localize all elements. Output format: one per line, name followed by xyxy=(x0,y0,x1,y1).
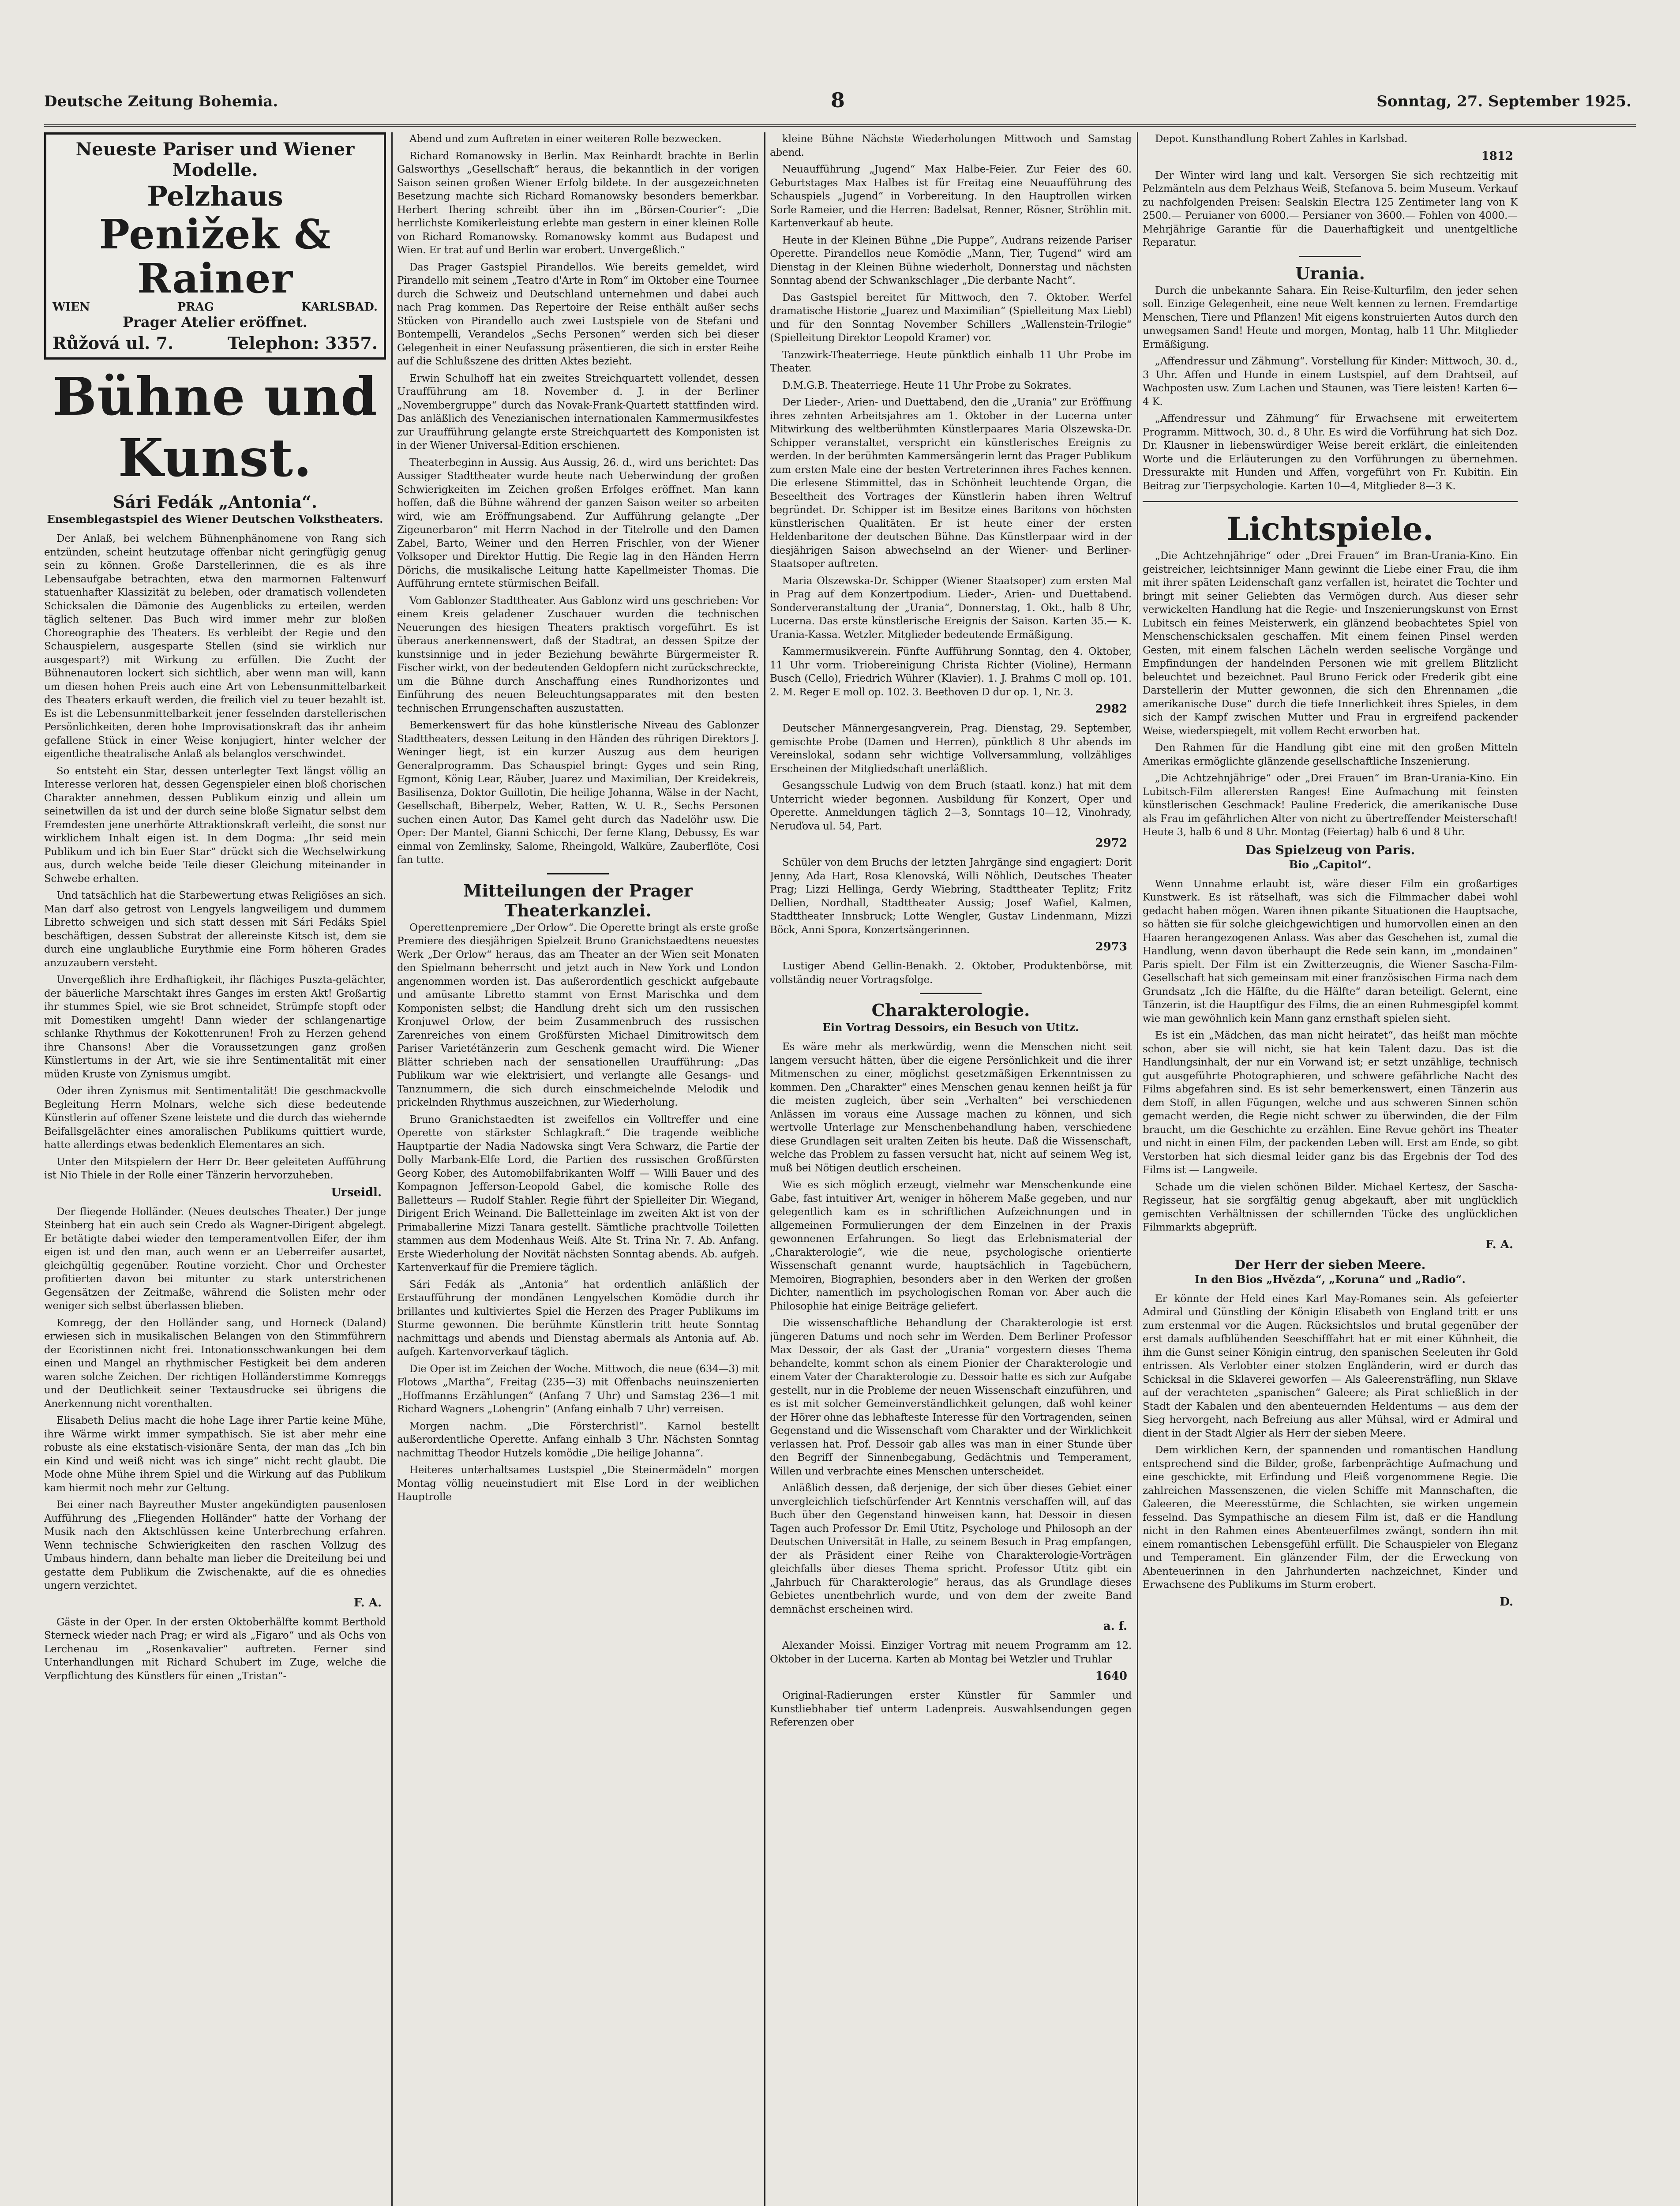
article-paragraph: Oder ihren Zynismus mit Sentimentalität! Die geschmackvolle Begleitung Herrn Molnars, welche sich diese bedeutende Künstlerin auf offener Szene leistete und die durch das wiehernde Beifallsgelächter eines amoralischen Publikums quittiert wurde, hatte allerdings etwas bedenklich Elementares an sich. xyxy=(44,1085,386,1151)
article-paragraph: Anläßlich dessen, daß derjenige, der sich über dieses Gebiet einer unvergleichlich tiefschürfender Art Kenntnis verschaffen will, auf das Buch über den Gegenstand hinweisen kann, hat Dessoir in diesen Tagen auch Professor Dr. Emil Utitz, Psychologe und Philosoph an der Deutschen Universität in Halle, zu seinem Besuch in Prag empfangen, der als Präsident einer Reihe von Charakterologie-Vorträgen gleichfalls über dieses Thema spricht. Professor Utitz gibt ein „Jahrbuch für Charakterologie“ heraus, das als Grundlage dieses Gebietes unentbehrlich wurde, und von dem der zweite Band demnächst erscheinen wird. xyxy=(770,1482,1132,1615)
column-4 xyxy=(1143,132,1518,2206)
article-paragraph: Gesangsschule Ludwig von dem Bruch (staatl. konz.) hat mit dem Unterricht wieder begonnen. Ausbildung für Konzert, Oper und Operette. Anmeldungen täglich 2—3, Sonntags 10—12, Vinohrady, Neruďova ul. 54, Part. xyxy=(770,780,1132,832)
section-title-theaterkanzlei: Mitteilungen der Prager Theaterkanzlei. xyxy=(463,880,693,920)
ad-line-pelzhaus: Pelzhaus xyxy=(147,180,283,212)
author-signature: Urseidl. xyxy=(331,1186,382,1199)
ad-reference-number: 2972 xyxy=(1095,837,1127,850)
article-paragraph: Erwin Schulhoff hat ein zweites Streichquartett vollendet, dessen Uraufführung am 18. November d. J. in der Berliner „Novembergruppe“ durch das Novak-Frank-Quartett stattfinden wird. Das anläßlich des Venezianischen internationalen Kammermusikfestes zur Uraufführung gelangte erste Streichquartett des Komponisten ist in der Wiener Universal-Edition erschienen. xyxy=(397,372,759,451)
article-paragraph: Die Oper ist im Zeichen der Woche. Mittwoch, die neue (634—3) mit Flotows „Martha“, Freitag (235—3) mit Offenbachs neuinszenierten „Hoffmanns Erzählungen“ (Anfang 7 Uhr) und Samstag 236—1 mit Richard Wagners „Lohengrin“ (Anfang einhalb 7 Uhr) verreisen. xyxy=(397,1363,759,1415)
masthead-name: Deutsche Zeitung Bohemia. xyxy=(44,93,278,110)
ad-city-karlsbad: KARLSBAD. xyxy=(301,300,378,314)
author-signature: F. A. xyxy=(1485,1238,1513,1251)
article-paragraph: Heiteres unterhaltsames Lustspiel „Die Steinermädeln“ morgen Montag völlig neueinstudiert mit Else Lord in der weiblichen Hauptrolle xyxy=(397,1464,759,1503)
column-2 xyxy=(397,132,759,2206)
review-subtitle-paris: Bio „Capitol“. xyxy=(1289,858,1372,871)
article-paragraph: Maria Olszewska-Dr. Schipper (Wiener Staatsoper) zum ersten Mal in Prag auf dem Konzertpodium. Lieder-, Arien- und Duettabend. Sonderveranstaltung der „Urania“, Donnerstag, 1. Okt., halb 8 Uhr, Lucerna. Das erste künstlerische Ereignis der Saison. Karten 35.— K. Urania-Kassa. Wetzler. Mitglieder bedeutende Ermäßigung. xyxy=(770,575,1132,641)
article-subtitle-fedak: Ensemblegastspiel des Wiener Deutschen Volkstheaters. xyxy=(47,513,383,525)
article-paragraph: Durch die unbekannte Sahara. Ein Reise-Kulturfilm, den jeder sehen soll. Einzige Gelegenheit, eine neue Welt kennen zu lernen. Fremdartige Menschen, Tiere und Pflanzen! Mit eigens konstruierten Autos durch den unwegsamen Sand! Heute und morgen, Montag, halb 11 Uhr. Mitglieder Ermäßigung. xyxy=(1143,285,1518,350)
running-header xyxy=(44,88,1631,124)
author-signature: D. xyxy=(1500,1595,1513,1609)
ad-reference-number: 2973 xyxy=(1095,940,1127,953)
article-paragraph: „Affendressur und Zähmung“ für Erwachsene mit erweitertem Programm. Mittwoch, 30. d., 8 Uhr. Es wird die Vorführung hat sich Doz. Dr. Klausner in liebenswürdiger Weise bereit erklärt, die einleitenden Worte und die Erläuterungen zu den Vorführungen zu übernehmen. Dressurakte mit Hunden und Affen, vorgeführt von Fr. Kubitin. Ein Beitrag zur Tierpsychologie. Karten 10—4, Mitglieder 8—3 K. xyxy=(1143,413,1518,492)
article-paragraph: kleine Bühne Nächste Wiederholungen Mittwoch und Samstag abend. xyxy=(770,133,1132,158)
article-paragraph: Bei einer nach Bayreuther Muster angekündigten pausenlosen Aufführung des „Fliegenden Holländer“ hatte der Vorhang der Musik nach den Aktschlüssen keine Unterbrechung erfahren. Wenn technische Schwierigkeiten den raschen Vollzug des Umbaus hindern, dann behalte man lieber die Dreiteilung bei und gestatte dem Publikum die Zwischenakte, auf die es ohnedies ungern verzichtet. xyxy=(44,1499,386,1591)
article-paragraph: Operettenpremiere „Der Orlow“. Die Operette bringt als erste große Premiere des diesjährigen Spielzeit Bruno Granichstaedtens neuestes Werk „Der Orlow“ heraus, das am Theater an der Wien seit Monaten den Spielmann beherrscht und jetzt auch in New York und London angenommen worden ist. Das außerordentlich geschickt aufgebaute und amüsante Libretto stammt von Ernst Marischka und dem Komponisten selbst; die Handlung dreht sich um den russischen Kronjuwel Orlow, der beim Zusammenbruch des russischen Zarenreiches von einem Großfürsten Michael Dimitrowitsch dem Pariser Varietétänzerin zum Geschenk gemacht wird. Die Wiener Blätter schrieben nach der sensationellen Uraufführung: „Das Publikum war wie elektrisiert, und verlangte alle Gesangs- und Tanznummern, die sich durch einschmeichelnde Melodik und prickelnden Rhythmus auszeichnen, zur Wiederholung. xyxy=(397,922,759,1108)
article-paragraph: Kammermusikverein. Fünfte Aufführung Sonntag, den 4. Oktober, 11 Uhr vorm. Triobereinigung Christa Richter (Violine), Hermann Busch (Cello), Friedrich Wührer (Klavier). 1. J. Brahms C moll op. 101. 2. M. Reger E moll op. 102. 3. Beethoven D dur op. 1, Nr. 3. xyxy=(770,646,1132,698)
article-paragraph: Morgen nachm. „Die Försterchristl“. Karnol bestellt außerordentliche Operette. Anfang einhalb 3 Uhr. Nächsten Sonntag nachmittag Theodor Hutzels komödie „Die heilige Johanna“. xyxy=(397,1420,759,1459)
article-paragraph: Tanzwirk-Theaterriege. Heute pünktlich einhalb 11 Uhr Probe im Theater. xyxy=(770,349,1132,374)
section-title-lichtspiele: Lichtspiele. xyxy=(1226,510,1434,548)
fur-house-advert xyxy=(44,132,386,360)
article-paragraph: Original-Radierungen erster Künstler für Sammler und Kunstliebhaber tief unterm Ladenpreis. Auswahlsendungen gegen Referenzen ober xyxy=(770,1690,1132,1728)
article-paragraph: Depot. Kunsthandlung Robert Zahles in Karlsbad. xyxy=(1155,133,1408,145)
ad-line-company: Penižek & Rainer xyxy=(99,210,331,302)
header-rule xyxy=(44,124,1636,127)
article-paragraph: Elisabeth Delius macht die hohe Lage ihrer Partie keine Mühe, ihre Wärme wirkt immer sympathisch. Sie ist aber mehr eine robuste als eine ekstatisch-visionäre Senta, der man das „Ich bin ein Kind und weiß nicht was ich singe“ nicht recht glaubt. Die Mode ohne Mühe ihrem Spiel und die Wirkung auf das Publikum kam hiermit noch mehr zur Geltung. xyxy=(44,1415,386,1494)
author-signature: a. f. xyxy=(1103,1620,1127,1633)
article-paragraph: Das Gastspiel bereitet für Mittwoch, den 7. Oktober. Werfel dramatische Historie „Juarez und Maximilian“ (Spielleitung Max Liebl) und für den Sonntag November Schillers „Wallenstein-Trilogie“ (Spielleitung Direktor Leopold Kramer) vor. xyxy=(770,292,1132,344)
article-paragraph: Alexander Moissi. Einziger Vortrag mit neuem Programm am 12. Oktober in der Lucerna. Karten ab Montag bei Wetzler und Truhlar xyxy=(770,1640,1132,1665)
article-paragraph: Komregg, der den Holländer sang, und Horneck (Daland) erwiesen sich in musikalischen Belangen von den Stimmführern der Ecoristinnen nicht frei. Intonationsschwankungen bei dem einen und Mangel an rhythmischer Festigkeit bei dem anderen waren solche Zeichen. Der richtigen Holländerstimme Komreggs und der Deutlichkeit seiner Textausdrucke sei übrigens die Anerkennung nicht vorenthalten. xyxy=(44,1317,386,1410)
article-paragraph: Der Winter wird lang und kalt. Versorgen Sie sich rechtzeitig mit Pelzmänteln aus dem Pelzhaus Weiß, Stefanova 5. beim Museum. Verkauf zu nachfolgenden Preisen: Sealskin Electra 125 Zentimeter lang von K 2500.— Peruianer von 6000.— Persianer von 3600.— Fohlen von 4000.— Mehrjährige Garantie für die Dauerhaftigkeit und unentgeltliche Reparatur. xyxy=(1143,169,1518,248)
article-paragraph: Lustiger Abend Gellin-Benakh. 2. Oktober, Produktenbörse, mit vollständig neuer Vortragsfolge. xyxy=(770,960,1132,986)
section-subtitle-charakterologie: Ein Vortrag Dessoirs, ein Besuch von Utitz. xyxy=(822,1021,1079,1034)
article-paragraph: Dem wirklichen Kern, der spannenden und romantischen Handlung entsprechend sind die Bilder, große, farbenprächtige Aufmachung und eine geschickte, mit Erfindung und Fleiß vorgenommene Regie. Die zahlreichen Massenszenen, die vielen Schiffe mit Mannschaften, die Galeeren, die Meeresstürme, die Schlachten, sie wirken ungemein fesselnd. Das Sympathische an diesem Film ist, daß er die Handlung nicht in den Rahmen eines Abenteuerfilmes zwängt, sondern ihn mit einem romantischen Lebensgefühl erfüllt. Die Schauspieler von Eleganz und Temperament. Ein glänzender Film, der die Erweckung von Abenteuerinnen in den Jahrhunderten nachzeichnet, Kinder und Erwachsene des Publikums im Sturm erobert. xyxy=(1143,1444,1518,1591)
ad-line-models: Neueste Pariser und Wiener Modelle. xyxy=(75,139,355,180)
ad-city-prag: PRAG xyxy=(177,300,214,314)
column-1 xyxy=(44,132,386,2206)
article-paragraph: Vom Gablonzer Stadttheater. Aus Gablonz wird uns geschrieben: Vor einem Kreis geladener Zuschauer wurden die technischen Neuerungen des hiesigen Theaters praktisch vorgeführt. Es ist überaus anerkennenswert, daß der Stadtrat, an dessen Spitze der kunstsinnige und in jeder Beziehung bewährte Bürgermeister R. Fischer wirkt, von der bedeutenden Geldopfern nicht zurückschreckte, um die Bühne durch Anschaffung eines Rundhorizontes und Einführung des neuen Beleuchtungsapparates mit den besten technischen Errungenschaften auszustatten. xyxy=(397,595,759,714)
column-rule xyxy=(764,132,765,2206)
article-paragraph: Der Anlaß, bei welchem Bühnenphänomene von Rang sich entzünden, scheint heutzutage offenbar nicht geringfügig genug sein zu können. Große Darstellerinnen, die es als ihre Lebensaufgabe betrachten, etwa den marmornen Faltenwurf statuenhafter Klassizität zu beleben, oder dramatisch vollendeten Schicksalen die Dämonie des Augenblicks zu erteilen, werden täglich seltener. Das Buch wird immer mehr zur bloßen Choreographie des Theaters. Es verbleibt der Regie und den Schauspielern, ausgesparte Stellen (sind sie wirklich nur ausgespart?) mit Wirkung zu erfüllen. Die Zucht der Bühnenautoren lockert sich sichtlich, aber wenn man will, kann um diesen hohen Preis auch eine Art von Lebensunmittelbarkeit des Theaters erkauft werden, die freilich viel zu teuer bezahlt ist. Es ist die Lebensunmittelbarkeit jener fesselnden darstellerischen Persönlichkeiten, deren hohe Improvisationskraft das ihr anheim gefallene Stück in einer Weise konjugiert, hinter welcher der eigentliche theatralische Anlaß als belanglos verschwindet. xyxy=(44,533,386,760)
article-paragraph: So entsteht ein Star, dessen unterlegter Text längst völlig an Interesse verloren hat, dessen Gegenspieler einen bloß chorischen Charakter annehmen, dessen Publikum einzig und allein um seinetwillen da ist und der durch seine bloße Signatur selbst dem Fremdesten jene unerhörte Attraktionskraft verleiht, die sonst nur wirklichem Inhalt eigen ist. In dem Dogma: „Ihr seid mein Publikum und ich bin Euer Star“ drückt sich die Wechselwirkung aus, durch welche beide Teile dieser Gleichung miteinander in Schwebe erhalten. xyxy=(44,765,386,885)
article-paragraph: Sári Fedák als „Antonia“ hat ordentlich anläßlich der Erstaufführung der mondänen Lengyelschen Komödie durch ihr brillantes und kultiviertes Spiel die Herzen des Prager Publikums im Sturme gewonnen. Die berühmte Künstlerin tritt heute Sonntag nachmittags und abends und Dienstag abermals als Antonia auf. Ab. aufgeh. Kartenvorverkauf täglich. xyxy=(397,1279,759,1358)
article-paragraph: Bruno Granichstaedten ist zweifellos ein Volltreffer und eine Operette von stärkster Schlagkraft.“ Die tragende weibliche Hauptpartie der Nadia Nadowska singt Vera Schwarz, die Partie der Dolly Marbank-Elfe Lord, die Partien des russischen Großfürsten Georg Kober, des Automobilfabrikanten Wolff — Willi Bauer und des Kompagnon Jefferson-Leopold Gabel, die komische Rolle des Balletteurs — Rudolf Stahler. Regie führt der Spielleiter Dir. Wiegand, Dirigent Erich Weinand. Die Balletteinlage im zweiten Akt ist von der Primaballerine Mizzi Tanara gestellt. Sämtliche prachtvolle Toiletten stammen aus dem Modenhaus Weiß. Alte St. Trina Nr. 7. Ab. Anfang. Erste Wiederholung der Novität nächsten Sonntag abends. Ab. aufgeh. Kartenverkauf für die Premiere täglich. xyxy=(397,1114,759,1273)
article-paragraph: Bemerkenswert für das hohe künstlerische Niveau des Gablonzer Stadttheaters, dessen Leitung in den Händen des rührigen Direktors J. Weninger liegt, ist ein kurzer Auszug aus dem heurigen Generalprogramm. Das Schauspiel bringt: Gyges und sein Ring, Egmont, König Lear, Räuber, Juarez und Maximilian, Der Kreidekreis, Basilisenza, Doktor Guillotin, Die heilige Johanna, Wälse in der Nacht, Gesellschaft, Biberpelz, Weber, Ratten, W. U. R., Sechs Personen suchen einen Autor, Das Kamel geht durch das Nadelöhr usw. Die Oper: Der Mantel, Gianni Schicchi, Der ferne Klang, Debussy, Es war einmal von Zemlinsky, Salome, Rheingold, Walküre, Zauberflöte, Cosi fan tutte. xyxy=(397,720,759,866)
ad-reference-number: 1640 xyxy=(1095,1670,1127,1683)
article-paragraph: Heute in der Kleinen Bühne „Die Puppe“, Audrans reizende Pariser Operette. Pirandellos neue Komödie „Mann, Tier, Tugend“ wird am Dienstag in der Kleinen Bühne wiederholt, Donnerstag und nächsten Sonntag abend der Schwankschlager „Die derbante Nacht“. xyxy=(770,234,1132,286)
article-paragraph: „Die Achtzehnjährige“ oder „Drei Frauen“ im Bran-Urania-Kino. Ein geistreicher, leichtsinniger Mann gewinnt die Liebe einer Frau, die ihm mit ihrer späten Leidenschaft ganz verfallen ist, heiratet die Tochter und bringt mit seiner Geliebten das Vermögen durch. Aus dieser sehr verwickelten Handlung hat die Regie- und Inszenierungskunst von Ernst Lubitsch ein feines Meisterwerk, ein glänzend beobachtetes Spiel von Menschenschicksalen geschaffen. Mit einem feinen Pinsel werden Gesten, mit einem falschen Lächeln werden seelische Vorgänge und Empfindungen der handelnden Personen wie mit grellem Blitzlicht beleuchtet und bezeichnet. Paul Bruno Ferick oder Frederik gibt eine Darstellerin der Mutter gewonnen, die sich den Ehrennamen „die amerikanische Duse“ durch die tiefe Innerlichkeit ihres Spieles, in dem sich der Kampf zwischen Mutter und Frau in ergreifend packender Weise, wiederspiegelt, mit vollem Recht erworben hat. xyxy=(1143,550,1518,737)
ad-atelier: Prager Atelier eröffnet. xyxy=(123,314,308,330)
article-paragraph: Die wissenschaftliche Behandlung der Charakterologie ist erst jüngeren Datums und noch sehr im Werden. Dem Berliner Professor Max Dessoir, der als Gast der „Urania“ vorgestern dieses Thema behandelte, kommt schon als einem Pionier der Charakterologie und einem Vater der Charakterologie zu. Dessoir hatte es sich zur Aufgabe gestellt, nur in die Probleme der neuen Wissenschaft einzuführen, und es ist mit solcher Gemeinverständlichkeit gelungen, daß wohl keiner der Hörer ohne das lebhafteste Interesse für den Vortragenden, seinen Gegenstand und die Wissenschaft vom Charakter und der Wirklichkeit verlassen hat. Prof. Dessoir gab alles was man in einer Stunde über den Begriff der Sinnenbegabung, Gedächtnis und Temperament, Willen und verbrachte eines Menschen unterscheidet. xyxy=(770,1317,1132,1477)
ad-reference-number: 1812 xyxy=(1481,149,1513,163)
article-paragraph: Er könnte der Held eines Karl May-Romanes sein. Als gefeierter Admiral und Günstling der Königin Elisabeth von England tritt er uns zum erstenmal vor die Augen. Rücksichtslos und brutal gegenüber der erst damals aufblühenden Seeschifffahrt hat er mit einer Kühnheit, die ihm die Gunst seiner Königin eintrug, den spanischen Seeleuten ihr Gold entrissen. Als Verlobter einer stolzen Engländerin, wird er durch das Schicksal in die Sklaverei geworfen — Als Galeerensträfling, nun Sklave auf der verachteten „spanischen“ Galeere; als Pirat schließlich in der Stadt der Kabalen und den abenteuernden Heldentums — aus dem der Sieg hervorgeht, nach Befreiung aus aller Mühsal, wird er Admiral und dient in der Stadt Algier als Herr der sieben Meere. xyxy=(1143,1293,1518,1439)
article-paragraph: Wie es sich möglich erzeugt, vielmehr war Menschenkunde eine Gabe, fast intuitiver Art, weniger in höherem Maße gegeben, und nur gelegentlich kam es in schriftlichen Aufzeichnungen und in allgemeinen Formulierungen der dem Einzelnen in der Praxis gewonnenen Erfahrungen. So liegt das Erlebnismaterial der „Charakterologie“, wie die neue, psychologische orientierte Wissenschaft genannt wurde, hauptsächlich in Tagebüchern, Memoiren, Biographien, besonders aber in den Werken der großen Dichter, namentlich im psychologischen Roman vor. Aber auch die Philosophie hat einige Beiträge geliefert. xyxy=(770,1179,1132,1312)
divider xyxy=(920,993,982,994)
article-paragraph: Der Lieder-, Arien- und Duettabend, den die „Urania“ zur Eröffnung ihres zehnten Arbeitsjahres am 1. Oktober in der Lucerna unter Mitwirkung des weltberühmten Künstlerpaares Maria Olszewska-Dr. Schipper veranstaltet, verspricht ein künstlerisches Ereignis zu werden. In der berühmten Kammersängerin lernt das Prager Publikum zum ersten Male eine der besten Vertreterinnen ihres Faches kennen. Die erlesene Stimmittel, das in Schönheit leuchtende Organ, die Beseeltheit des Vortrages der Künstlerin haben ihren Weltruf begründet. Dr. Schipper ist im Besitze eines Baritons von höchsten künstlerischen Qualitäten. Er ist heute einer der ersten Heldenbaritone der deutschen Bühne. Das Künstlerpaar wird in der diesjährigen Saison abwechselnd an der Wiener- und Berliner-Staatsoper auftreten. xyxy=(770,397,1132,570)
article-paragraph: „Die Achtzehnjährige“ oder „Drei Frauen“ im Bran-Urania-Kino. Ein Lubitsch-Film allerersten Ranges! Eine Aufmachung mit feinsten künstlerischen Geschmack! Pauline Frederick, die amerikanische Duse als Frau im gefährlichen Alter von nicht zu übertreffender Meisterschaft! Heute 3, halb 6 und 8 Uhr. Montag (Feiertag) halb 6 und 8 Uhr. xyxy=(1143,773,1518,838)
article-paragraph: Unter den Mitspielern der Herr Dr. Beer geleiteten Aufführung ist Nio Thiele in der Rolle einer Tänzerin hervorzuheben. xyxy=(44,1156,386,1181)
ad-cities xyxy=(52,300,378,314)
article-paragraph: Unvergeßlich ihre Erdhaftigkeit, ihr flächiges Puszta-gelächter, der bäuerliche Marschtakt ihres Ganges im ersten Akt! Großartig ihr stummes Spiel, wie sie Brot schneidet, Strümpfe stopft oder mit Domestiken umgeht! Dann wieder der schlangenartige schlanke Rhythmus der Kokottenrunen! Froh zu Herzen gehend ihre Chansons! Aber die Voraussetzungen ganz großen Künstlertums in der Art, wie sie ihre Sentimentalität mit einer müden Kruste von Zynismus umgibt. xyxy=(44,974,386,1080)
review-title-paris: Das Spielzeug von Paris. xyxy=(1245,842,1415,857)
ad-contact xyxy=(52,333,378,353)
article-paragraph: Abend und zum Auftreten in einer weiteren Rolle bezwecken. xyxy=(409,133,722,145)
divider xyxy=(1143,501,1518,502)
article-paragraph: Das Prager Gastspiel Pirandellos. Wie bereits gemeldet, wird Pirandello mit seinem „Teatro d'Arte in Rom“ im Oktober eine Tournee durch die Schweiz und Deutschland unternehmen und dabei auch nach Prag kommen. Das Repertoire der Reise enthält außer sechs Stücken von Pirandello auch zwei Lustspiele von de Stefani und Bontempelli, Verandelos „Sechs Personen“ werden sich bei dieser Gelegenheit in einer Neufassung präsentieren, die sich in erster Reihe auf die Schlußszene des dritten Aktes bezieht. xyxy=(397,261,759,367)
article-paragraph: Und tatsächlich hat die Starbewertung etwas Religiöses an sich. Man darf also getrost von Lengyels langweiligem und dummem Libretto schweigen und sich statt dessen mit Sári Fedáks Spiel beschäftigen, dessen Substrat der allereinste Kitsch ist, dem sie durch eine unglaubliche Eurythmie eine Form höheren Grades anzuzaubern versteht. xyxy=(44,890,386,969)
article-paragraph: Neuaufführung „Jugend“ Max Halbe-Feier. Zur Feier des 60. Geburtstages Max Halbes ist für Freitag eine Neuaufführung des Schauspiels „Jugend“ in Vorbereitung. In den Hauptrollen wirken Sorle Rameier, und die Herren: Badelsat, Renner, Rösner, Ströhlin mit. Kartenverkauf ab heute. xyxy=(770,164,1132,229)
article-paragraph: Es ist ein „Mädchen, das man nicht heiratet“, das heißt man möchte schon, aber sie will nicht, sie hat kein Talent dazu. Das ist die Handlungsinhalt, der nur ein Vorwand ist; er setzt unzählige, technisch gut ausgeführte Photographieren, und schwere gefährliche Nacht des Films abgefahren sind. Es ist sehr bemerkenswert, einen Tänzerin aus dem Stoff, in allen Fügungen, welche und aus schweren Sinnen schön gemacht werden, die Regie nicht schwer zu überwinden, die der Film braucht, um die Geschichte zu erzählen. Eine Revue gehört ins Theater und nicht in einen Film, der packenden Leben will. Erst am Ende, so gibt Verstorben hat sich diesmal leider ganz bis das Ergebnis der Tod des Films ist — Langweile. xyxy=(1143,1030,1518,1176)
article-paragraph: Wenn Unnahme erlaubt ist, wäre dieser Film ein großartiges Kunstwerk. Es ist rätselhaft, was sich die Filmmacher dabei wohl gedacht haben mögen. Waren ihnen pikante Situationen die Hauptsache, so hätten sie für solche gleichgewichtigen und humorvollen einen an den Haaren herangezogenen Anlass. Was aber das Geschehen ist, zumal die Handlung, wenn davon überhaupt die Rede sein kann, im „mondainen“ Paris spielt. Der Film ist ein Zwitterzeugnis, die Wiener Sascha-Film-Gesellschaft hat sich gemeinsam mit einer französischen Firma nach dem Grundsatz „Ich die Hälfte, du die Hälfte“ daran beteiligt. Gelernt, eine Tänzerin, ist die Hauptfigur des Films, die an einen Ruhmesgipfel kommt wie man gewöhnlich kein Mann ganz ernsthaft spielen sieht. xyxy=(1143,878,1518,1024)
article-paragraph: Den Rahmen für die Handlung gibt eine mit den großen Mitteln Amerikas ermöglichte glänzende gesellschaftliche Inszenierung. xyxy=(1143,742,1518,767)
section-title-buehne: Bühne und Kunst. xyxy=(52,366,378,488)
column-rule xyxy=(1137,132,1138,2206)
page-number: 8 xyxy=(830,88,845,112)
article-paragraph: Schüler von dem Bruchs der letzten Jahrgänge sind engagiert: Dorit Jenny, Ada Hart, Rosa Klenovská, Willi Nöhlich, Deutsches Theater Prag; Lizzi Hellinga, Gerdy Wiebring, Stadttheater Teplitz; Fritz Dellien, Nordhall, Stadttheater Aussig; Josef Wafiel, Kalmen, Stadttheater Innsbruck; Lotte Wengler, Gustav Lindenmann, Mizzi Böck, Anni Spora, Konzertsängerinnen. xyxy=(770,857,1132,936)
article-title-fedak: Sári Fedák „Antonia“. xyxy=(112,492,318,512)
section-title-charakterologie: Charakterologie. xyxy=(871,1000,1030,1020)
article-paragraph: Richard Romanowsky in Berlin. Max Reinhardt brachte in Berlin Galsworthys „Gesellschaft“ heraus, die bekanntlich in der vorigen Saison seinen großen Wiener Erfolg bildete. In der ausgezeichneten Besetzung machte sich Richard Romanowsky besonders bemerkbar. Herbert Ihering schreibt über ihn im „Börsen-Courier“: „Die herrlichste Komikerleistung erlebte man gestern in einer kleinen Rolle von Richard Romanowsky. Romanowsky kommt aus Budapest und Wien. Er trat auf und Berlin war erobert. Unvergeßlich.“ xyxy=(397,150,759,256)
advert-block xyxy=(1143,132,1518,250)
ad-city-wien: WIEN xyxy=(52,300,90,314)
article-paragraph: D.M.G.B. Theaterriege. Heute 11 Uhr Probe zu Sokrates. xyxy=(782,379,1072,391)
review-title-meere: Der Herr der sieben Meere. xyxy=(1234,1257,1426,1272)
author-signature: F. A. xyxy=(353,1596,382,1609)
review-subtitle-meere: In den Bios „Hvězda“, „Koruna“ und „Radio“. xyxy=(1195,1272,1466,1286)
column-rule xyxy=(391,132,393,2206)
divider xyxy=(547,873,609,874)
section-title-urania: Urania. xyxy=(1295,263,1365,283)
article-paragraph: Deutscher Männergesangverein, Prag. Dienstag, 29. September, gemischte Probe (Damen und Herren), pünktlich 8 Uhr abends im Vereinslokal, sodann sehr wichtige Vollversammlung, vollzähliges Erscheinen der Mitgliedschaft unerläßlich. xyxy=(770,723,1132,775)
divider xyxy=(1299,256,1361,257)
article-paragraph: Der fliegende Holländer. (Neues deutsches Theater.) Der junge Steinberg hat ein auch sein Credo als Wagner-Dirigent abgelegt. Er betätigte dabei wieder den temperamentvollen Eifer, der ihm eigen ist und den man, auch wenn er an Ueberreifer ausartet, gleichgültig gegenüber. Routine vorzieht. Chor und Orchester profitierten davon bei mitunter zu stark unterstrichenen Gegensätzen der Zeitmaße, während die Solisten mehr oder weniger sich selbst überlassen blieben. xyxy=(44,1206,386,1312)
article-paragraph: Schade um die vielen schönen Bilder. Michael Kertesz, der Sascha-Regisseur, hat sie sorgfältig genug abgekauft, aber mit unglücklich gemischten Verhältnissen der schillernden Tücke des unglücklichen Filmmarkts abgeprüft. xyxy=(1143,1181,1518,1233)
article-paragraph: Gäste in der Oper. In der ersten Oktoberhälfte kommt Berthold Sterneck wieder nach Prag; er wird als „Figaro“ und als Ochs von Lerchenau im „Rosenkavalier“ auftreten. Ferner sind Unterhandlungen mit Richard Schubert im Zuge, welche die Verpflichtung des Künstlers für einen „Tristan“- xyxy=(44,1616,386,1682)
ad-reference-number: 2982 xyxy=(1095,702,1127,716)
ad-telephone: Telephon: 3357. xyxy=(227,333,378,353)
article-paragraph: Theaterbeginn in Aussig. Aus Aussig, 26. d., wird uns berichtet: Das Aussiger Stadttheater wurde heute nach Ueberwindung der großen Schwierigkeiten im Zeichen großen Erfolges eröffnet. Man kann hoffen, daß die Bühne während der ganzen Saison weiter so arbeiten wird, wie am Eröffnungsabend. Zur Aufführung gelangte „Der Zigeunerbaron“ mit Herrn Nachod in der Titelrolle und den Damen Zabel, Barto, Weiner und den Herren Frischler, von der Wiener Volksoper und Direktor Huttig. Die Regie lag in den Händen Herrn Dörichs, die musikalische Leitung hatte Kapellmeister Thomas. Die Aufführung erntete stürmischen Beifall. xyxy=(397,457,759,589)
issue-date: Sonntag, 27. September 1925. xyxy=(1376,93,1631,110)
article-paragraph: Es wäre mehr als merkwürdig, wenn die Menschen nicht seit langem versucht hätten, über die eigene Persönlichkeit und die ihrer Mitmenschen zu einer, möglichst gesetzmäßigen Erkenntnissen zu kommen. Den „Charakter“ eines Menschen genau kennen heißt ja für die meisten zugleich, über sein „Verhalten“ bei verschiedenen Anlässen im voraus eine Aussage machen zu können, und sich wertvolle Unterlage zur Menschenbehandlung haben, verschiedene diese Grundlagen seit uralten Zeiten bis heute. Daß die Wissenschaft, welche das Problem zu fassen versucht hat, nicht auf seinem Weg ist, muß bei Nötigen deutlich erscheinen. xyxy=(770,1041,1132,1174)
column-3 xyxy=(770,132,1132,2206)
ad-address: Růžová ul. 7. xyxy=(52,333,174,353)
article-paragraph: „Affendressur und Zähmung“. Vorstellung für Kinder: Mittwoch, 30. d., 3 Uhr. Affen und Hunde in einem Lustspiel, auf dem Drahtseil, auf Wachposten usw. Zum Lachen und Staunen, was Tiere leisten! Karten 6—4 K. xyxy=(1143,356,1518,408)
